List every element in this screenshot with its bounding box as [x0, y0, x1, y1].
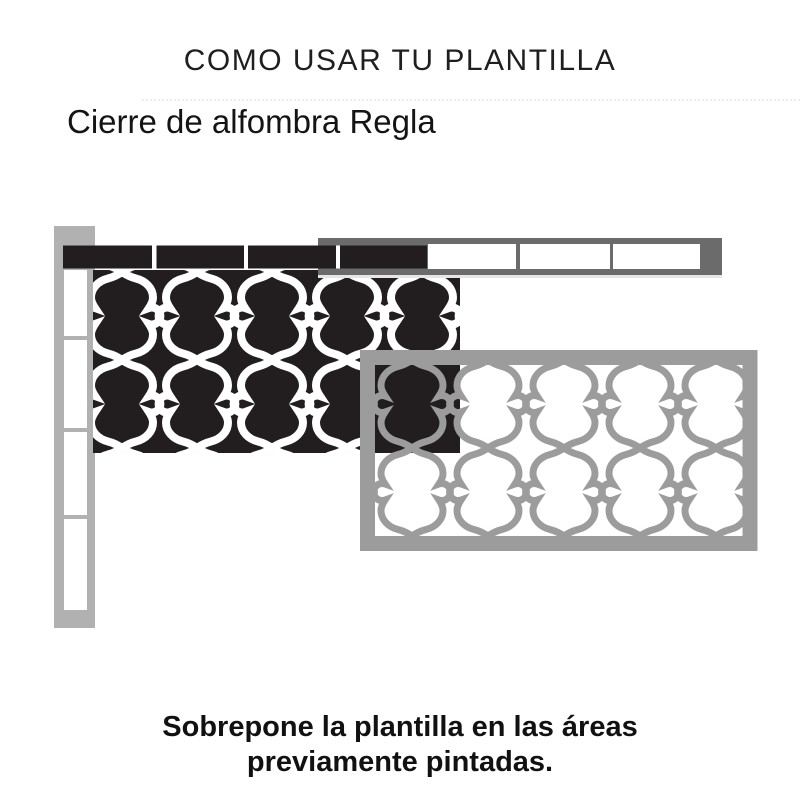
- painted-top-bar: [63, 246, 427, 269]
- vertical-ruler: [54, 226, 95, 628]
- instruction-line-1: Sobrepone la plantilla en las áreas: [162, 711, 638, 743]
- page-title: COMO USAR TU PLANTILLA: [183, 44, 617, 77]
- instruction-line-2: previamente pintadas.: [246, 746, 554, 779]
- stencil-overlay: [360, 350, 758, 551]
- product-subtitle: Cierre de alfombra Regla: [67, 103, 436, 140]
- instruction-text: [0, 710, 800, 781]
